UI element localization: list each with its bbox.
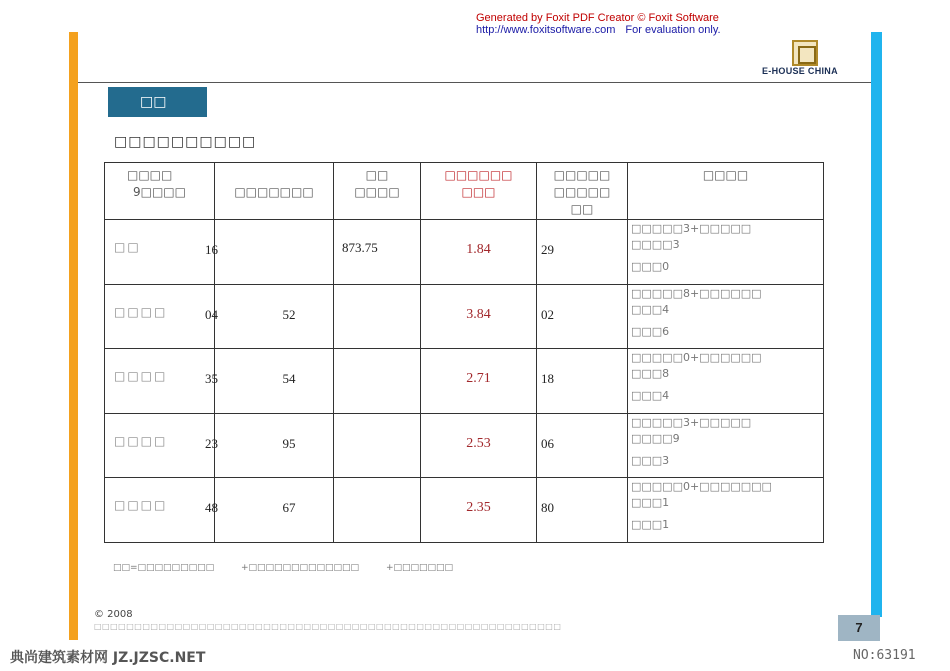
site-watermark: 典尚建筑素材网 JZ.JZSC.NET [10,650,206,666]
row-deal: 80 [537,478,628,543]
row-value-a: 16 [205,242,218,257]
table-footnote [113,563,477,573]
row-name: □□□□ [114,369,168,383]
header-cell-1: □□□□ 9□□□□ [105,163,215,219]
row-price [334,478,421,543]
row-name: □□ [114,240,141,254]
page-number: 7 [838,615,880,641]
row-name-cell [105,413,334,478]
row-ratio: 3.84 [421,284,537,349]
row-note [628,349,824,414]
note-line: □□□6 [631,324,670,338]
row-value-b: 54 [282,371,296,386]
note-line: □□□3 [631,453,670,467]
row-name: □□□□ [114,304,168,319]
header-cell-group [105,163,334,220]
row-value-a: 04 [205,306,218,322]
row-name: □□□□ [114,433,168,448]
watermark-line-2 [476,24,721,36]
note-line: □□□□□8+□□□□□□ [631,286,762,300]
row-name-cell [105,220,334,285]
ehouse-logo-icon [792,40,818,66]
note-line: □□□8 [631,367,670,380]
row-price [334,349,421,414]
table-row [105,220,824,285]
table-header-row [105,163,824,220]
row-ratio: 1.84 [421,220,537,285]
comparison-table [104,162,824,543]
row-value-b: 67 [282,500,296,515]
note-line: □□□4 [631,302,670,316]
id-watermark: NO:63191 [853,648,916,663]
copyright: © 2008 [94,609,133,620]
row-value-a: 48 [205,500,218,515]
section-tag: □□ [108,87,207,117]
row-name: □□□□ [114,498,168,512]
row-price: 873.75 [334,220,421,285]
footnote-part-3: +□□□□□□□ [385,563,454,573]
row-price [334,413,421,478]
note-line: □□□4 [631,389,670,402]
row-deal: 18 [537,349,628,414]
row-value-a: 35 [205,371,218,386]
row-note [628,284,824,349]
watermark-url[interactable]: http://www.foxitsoftware.com [476,24,616,36]
left-accent-bar [69,32,78,640]
footnote-part-2: +□□□□□□□□□□□□□ [240,563,360,573]
header-cell-3: □□ □□□□ [334,163,421,220]
row-value-a: 23 [205,435,218,451]
note-line: □□□□□0+□□□□□□□ [631,480,772,493]
header-cell-2: □□□□□□□ [234,185,314,199]
row-deal: 02 [537,284,628,349]
row-value-b: 95 [282,435,296,451]
row-name-cell [105,478,334,543]
table-row [105,349,824,414]
watermark-evaluation-note: For evaluation only. [625,24,721,36]
row-value-b: 52 [282,306,296,322]
note-line: □□□1 [631,518,670,531]
row-ratio: 2.71 [421,349,537,414]
table-row [105,413,824,478]
note-line: □□□□□3+□□□□□ [631,415,752,429]
row-deal: 29 [537,220,628,285]
note-line: □□□□□0+□□□□□□ [631,351,762,364]
row-price [334,284,421,349]
brand-name: E-HOUSE CHINA [762,66,838,76]
row-name-cell [105,284,334,349]
pdf-creator-watermark [476,12,721,36]
row-ratio: 2.35 [421,478,537,543]
note-line: □□□□9 [631,431,680,445]
table-row [105,284,824,349]
row-note [628,220,824,285]
header-cell-4: □□□□□□ □□□ [421,163,537,220]
row-value-b [215,220,333,284]
row-note [628,478,824,543]
right-accent-bar [871,32,882,617]
note-line: □□□□3 [631,238,680,251]
note-line: □□□0 [631,260,670,273]
row-ratio: 2.53 [421,413,537,478]
slide-subtitle: □□□□□□□□□□ [114,134,257,150]
watermark-line-1: Generated by Foxit PDF Creator © Foxit Software [476,12,719,24]
table-row [105,478,824,543]
note-line: □□□□□3+□□□□□ [631,222,752,235]
note-line: □□□1 [631,496,670,509]
row-deal: 06 [537,413,628,478]
row-note [628,413,824,478]
footnote-part-1: □□=□□□□□□□□□ [113,563,215,573]
disclaimer: □□□□□□□□□□□□□□□□□□□□□□□□□□□□□□□□□□□□□□□□□□□□□□□□□□□□□□□□□□ [94,622,562,631]
header-cell-5: □□□□□ □□□□□ □□ [537,163,628,220]
header-cell-6: □□□□ [628,163,824,220]
header-divider [78,82,871,83]
row-name-cell [105,349,334,414]
